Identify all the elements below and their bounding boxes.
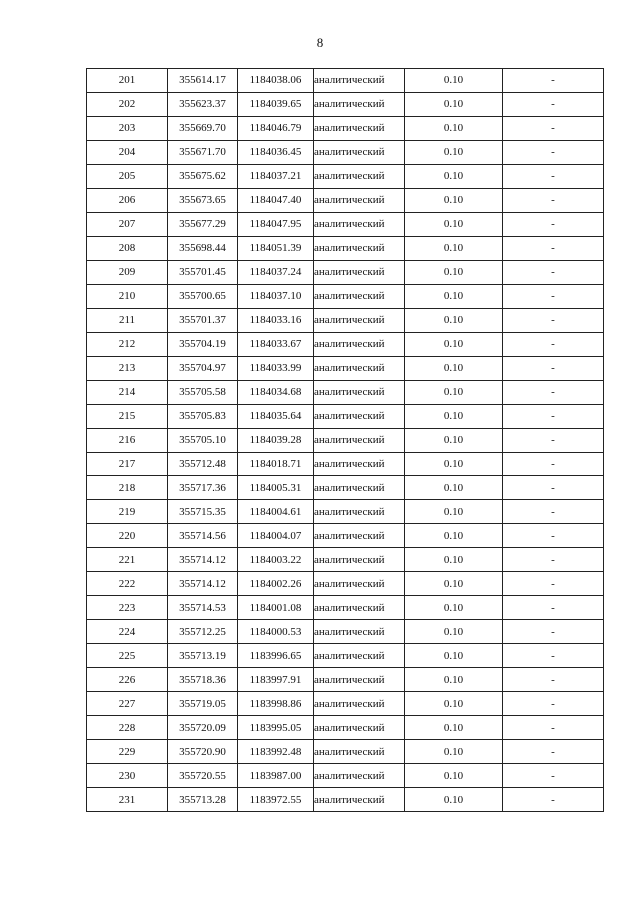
y-coordinate-cell: 1184047.95	[238, 212, 314, 236]
note-cell: -	[503, 116, 604, 140]
accuracy-cell: 0.10	[405, 596, 503, 620]
x-coordinate-cell: 355718.36	[168, 668, 238, 692]
y-coordinate-cell: 1184034.68	[238, 380, 314, 404]
point-number-cell: 222	[87, 572, 168, 596]
note-cell: -	[503, 308, 604, 332]
y-coordinate-cell: 1184037.10	[238, 284, 314, 308]
accuracy-cell: 0.10	[405, 668, 503, 692]
accuracy-cell: 0.10	[405, 308, 503, 332]
y-coordinate-cell: 1184046.79	[238, 116, 314, 140]
accuracy-cell: 0.10	[405, 116, 503, 140]
table-row	[87, 308, 604, 332]
x-coordinate-cell: 355675.62	[168, 164, 238, 188]
table-row	[87, 788, 604, 812]
x-coordinate-cell: 355669.70	[168, 116, 238, 140]
x-coordinate-cell: 355714.12	[168, 572, 238, 596]
y-coordinate-cell: 1184004.07	[238, 524, 314, 548]
accuracy-cell: 0.10	[405, 140, 503, 164]
note-cell: -	[503, 92, 604, 116]
table-row	[87, 596, 604, 620]
note-cell: -	[503, 500, 604, 524]
method-cell: аналитический	[314, 692, 405, 716]
method-cell: аналитический	[314, 764, 405, 788]
y-coordinate-cell: 1183995.05	[238, 716, 314, 740]
method-cell: аналитический	[314, 92, 405, 116]
table-row	[87, 572, 604, 596]
point-number-cell: 209	[87, 260, 168, 284]
note-cell: -	[503, 188, 604, 212]
accuracy-cell: 0.10	[405, 740, 503, 764]
point-number-cell: 213	[87, 356, 168, 380]
point-number-cell: 230	[87, 764, 168, 788]
page-number: 8	[316, 35, 324, 50]
accuracy-cell: 0.10	[405, 764, 503, 788]
table-row	[87, 692, 604, 716]
point-number-cell: 206	[87, 188, 168, 212]
x-coordinate-cell: 355712.48	[168, 452, 238, 476]
point-number-cell: 215	[87, 404, 168, 428]
note-cell: -	[503, 620, 604, 644]
method-cell: аналитический	[314, 524, 405, 548]
point-number-cell: 208	[87, 236, 168, 260]
x-coordinate-cell: 355720.09	[168, 716, 238, 740]
y-coordinate-cell: 1184047.40	[238, 188, 314, 212]
note-cell: -	[503, 284, 604, 308]
x-coordinate-cell: 355614.17	[168, 69, 238, 93]
point-number-cell: 212	[87, 332, 168, 356]
y-coordinate-cell: 1184018.71	[238, 452, 314, 476]
table-row	[87, 92, 604, 116]
y-coordinate-cell: 1184033.67	[238, 332, 314, 356]
method-cell: аналитический	[314, 500, 405, 524]
point-number-cell: 229	[87, 740, 168, 764]
table-row	[87, 476, 604, 500]
accuracy-cell: 0.10	[405, 212, 503, 236]
note-cell: -	[503, 260, 604, 284]
y-coordinate-cell: 1184037.24	[238, 260, 314, 284]
accuracy-cell: 0.10	[405, 188, 503, 212]
point-number-cell: 220	[87, 524, 168, 548]
x-coordinate-cell: 355671.70	[168, 140, 238, 164]
accuracy-cell: 0.10	[405, 380, 503, 404]
table-row	[87, 404, 604, 428]
table-row	[87, 764, 604, 788]
x-coordinate-cell: 355715.35	[168, 500, 238, 524]
accuracy-cell: 0.10	[405, 164, 503, 188]
y-coordinate-cell: 1183987.00	[238, 764, 314, 788]
y-coordinate-cell: 1184001.08	[238, 596, 314, 620]
note-cell: -	[503, 356, 604, 380]
method-cell: аналитический	[314, 164, 405, 188]
note-cell: -	[503, 692, 604, 716]
note-cell: -	[503, 596, 604, 620]
table-row	[87, 668, 604, 692]
y-coordinate-cell: 1184039.28	[238, 428, 314, 452]
x-coordinate-cell: 355705.58	[168, 380, 238, 404]
x-coordinate-cell: 355714.56	[168, 524, 238, 548]
note-cell: -	[503, 404, 604, 428]
accuracy-cell: 0.10	[405, 788, 503, 812]
table-row	[87, 236, 604, 260]
method-cell: аналитический	[314, 668, 405, 692]
table-row	[87, 716, 604, 740]
y-coordinate-cell: 1184004.61	[238, 500, 314, 524]
accuracy-cell: 0.10	[405, 500, 503, 524]
y-coordinate-cell: 1184002.26	[238, 572, 314, 596]
x-coordinate-cell: 355705.10	[168, 428, 238, 452]
y-coordinate-cell: 1183992.48	[238, 740, 314, 764]
table-row	[87, 740, 604, 764]
x-coordinate-cell: 355698.44	[168, 236, 238, 260]
note-cell: -	[503, 332, 604, 356]
point-number-cell: 214	[87, 380, 168, 404]
method-cell: аналитический	[314, 140, 405, 164]
point-number-cell: 207	[87, 212, 168, 236]
x-coordinate-cell: 355720.90	[168, 740, 238, 764]
point-number-cell: 224	[87, 620, 168, 644]
method-cell: аналитический	[314, 69, 405, 93]
table-row	[87, 116, 604, 140]
method-cell: аналитический	[314, 572, 405, 596]
method-cell: аналитический	[314, 620, 405, 644]
accuracy-cell: 0.10	[405, 620, 503, 644]
method-cell: аналитический	[314, 476, 405, 500]
method-cell: аналитический	[314, 188, 405, 212]
x-coordinate-cell: 355713.19	[168, 644, 238, 668]
table-row	[87, 69, 604, 93]
x-coordinate-cell: 355712.25	[168, 620, 238, 644]
note-cell: -	[503, 716, 604, 740]
point-number-cell: 221	[87, 548, 168, 572]
method-cell: аналитический	[314, 212, 405, 236]
y-coordinate-cell: 1184005.31	[238, 476, 314, 500]
accuracy-cell: 0.10	[405, 716, 503, 740]
accuracy-cell: 0.10	[405, 572, 503, 596]
method-cell: аналитический	[314, 428, 405, 452]
note-cell: -	[503, 380, 604, 404]
accuracy-cell: 0.10	[405, 284, 503, 308]
method-cell: аналитический	[314, 284, 405, 308]
x-coordinate-cell: 355701.37	[168, 308, 238, 332]
note-cell: -	[503, 548, 604, 572]
note-cell: -	[503, 572, 604, 596]
method-cell: аналитический	[314, 596, 405, 620]
note-cell: -	[503, 788, 604, 812]
y-coordinate-cell: 1184039.65	[238, 92, 314, 116]
method-cell: аналитический	[314, 308, 405, 332]
method-cell: аналитический	[314, 332, 405, 356]
point-number-cell: 226	[87, 668, 168, 692]
point-number-cell: 217	[87, 452, 168, 476]
x-coordinate-cell: 355673.65	[168, 188, 238, 212]
accuracy-cell: 0.10	[405, 524, 503, 548]
y-coordinate-cell: 1183997.91	[238, 668, 314, 692]
note-cell: -	[503, 524, 604, 548]
accuracy-cell: 0.10	[405, 69, 503, 93]
table-row	[87, 284, 604, 308]
point-number-cell: 211	[87, 308, 168, 332]
method-cell: аналитический	[314, 716, 405, 740]
x-coordinate-cell: 355623.37	[168, 92, 238, 116]
method-cell: аналитический	[314, 380, 405, 404]
method-cell: аналитический	[314, 452, 405, 476]
y-coordinate-cell: 1184038.06	[238, 69, 314, 93]
method-cell: аналитический	[314, 548, 405, 572]
table-row	[87, 548, 604, 572]
y-coordinate-cell: 1183998.86	[238, 692, 314, 716]
x-coordinate-cell: 355720.55	[168, 764, 238, 788]
point-number-cell: 203	[87, 116, 168, 140]
method-cell: аналитический	[314, 236, 405, 260]
y-coordinate-cell: 1184035.64	[238, 404, 314, 428]
accuracy-cell: 0.10	[405, 692, 503, 716]
y-coordinate-cell: 1183972.55	[238, 788, 314, 812]
table-row	[87, 524, 604, 548]
note-cell: -	[503, 212, 604, 236]
x-coordinate-cell: 355677.29	[168, 212, 238, 236]
point-number-cell: 204	[87, 140, 168, 164]
x-coordinate-cell: 355719.05	[168, 692, 238, 716]
x-coordinate-cell: 355705.83	[168, 404, 238, 428]
note-cell: -	[503, 740, 604, 764]
x-coordinate-cell: 355701.45	[168, 260, 238, 284]
accuracy-cell: 0.10	[405, 260, 503, 284]
note-cell: -	[503, 428, 604, 452]
coordinates-table-body	[87, 69, 604, 812]
note-cell: -	[503, 452, 604, 476]
y-coordinate-cell: 1184003.22	[238, 548, 314, 572]
method-cell: аналитический	[314, 404, 405, 428]
x-coordinate-cell: 355714.53	[168, 596, 238, 620]
method-cell: аналитический	[314, 260, 405, 284]
note-cell: -	[503, 236, 604, 260]
table-row	[87, 452, 604, 476]
y-coordinate-cell: 1184051.39	[238, 236, 314, 260]
method-cell: аналитический	[314, 644, 405, 668]
note-cell: -	[503, 644, 604, 668]
y-coordinate-cell: 1184033.16	[238, 308, 314, 332]
point-number-cell: 202	[87, 92, 168, 116]
note-cell: -	[503, 140, 604, 164]
y-coordinate-cell: 1184033.99	[238, 356, 314, 380]
table-row	[87, 260, 604, 284]
note-cell: -	[503, 668, 604, 692]
accuracy-cell: 0.10	[405, 476, 503, 500]
point-number-cell: 225	[87, 644, 168, 668]
note-cell: -	[503, 69, 604, 93]
x-coordinate-cell: 355704.19	[168, 332, 238, 356]
x-coordinate-cell: 355704.97	[168, 356, 238, 380]
table-row	[87, 380, 604, 404]
point-number-cell: 205	[87, 164, 168, 188]
point-number-cell: 227	[87, 692, 168, 716]
x-coordinate-cell: 355713.28	[168, 788, 238, 812]
table-row	[87, 356, 604, 380]
y-coordinate-cell: 1184036.45	[238, 140, 314, 164]
table-row	[87, 500, 604, 524]
point-number-cell: 223	[87, 596, 168, 620]
point-number-cell: 216	[87, 428, 168, 452]
accuracy-cell: 0.10	[405, 404, 503, 428]
table-row	[87, 140, 604, 164]
accuracy-cell: 0.10	[405, 428, 503, 452]
x-coordinate-cell: 355700.65	[168, 284, 238, 308]
table-row	[87, 428, 604, 452]
point-number-cell: 210	[87, 284, 168, 308]
accuracy-cell: 0.10	[405, 236, 503, 260]
point-number-cell: 219	[87, 500, 168, 524]
accuracy-cell: 0.10	[405, 356, 503, 380]
method-cell: аналитический	[314, 788, 405, 812]
table-row	[87, 164, 604, 188]
note-cell: -	[503, 764, 604, 788]
table-row	[87, 212, 604, 236]
x-coordinate-cell: 355717.36	[168, 476, 238, 500]
y-coordinate-cell: 1183996.65	[238, 644, 314, 668]
point-number-cell: 218	[87, 476, 168, 500]
accuracy-cell: 0.10	[405, 548, 503, 572]
method-cell: аналитический	[314, 116, 405, 140]
note-cell: -	[503, 476, 604, 500]
accuracy-cell: 0.10	[405, 92, 503, 116]
point-number-cell: 201	[87, 69, 168, 93]
coordinates-table	[86, 68, 604, 812]
method-cell: аналитический	[314, 740, 405, 764]
accuracy-cell: 0.10	[405, 452, 503, 476]
point-number-cell: 231	[87, 788, 168, 812]
note-cell: -	[503, 164, 604, 188]
accuracy-cell: 0.10	[405, 644, 503, 668]
table-row	[87, 644, 604, 668]
table-row	[87, 620, 604, 644]
accuracy-cell: 0.10	[405, 332, 503, 356]
y-coordinate-cell: 1184000.53	[238, 620, 314, 644]
table-row	[87, 332, 604, 356]
x-coordinate-cell: 355714.12	[168, 548, 238, 572]
y-coordinate-cell: 1184037.21	[238, 164, 314, 188]
point-number-cell: 228	[87, 716, 168, 740]
table-row	[87, 188, 604, 212]
method-cell: аналитический	[314, 356, 405, 380]
